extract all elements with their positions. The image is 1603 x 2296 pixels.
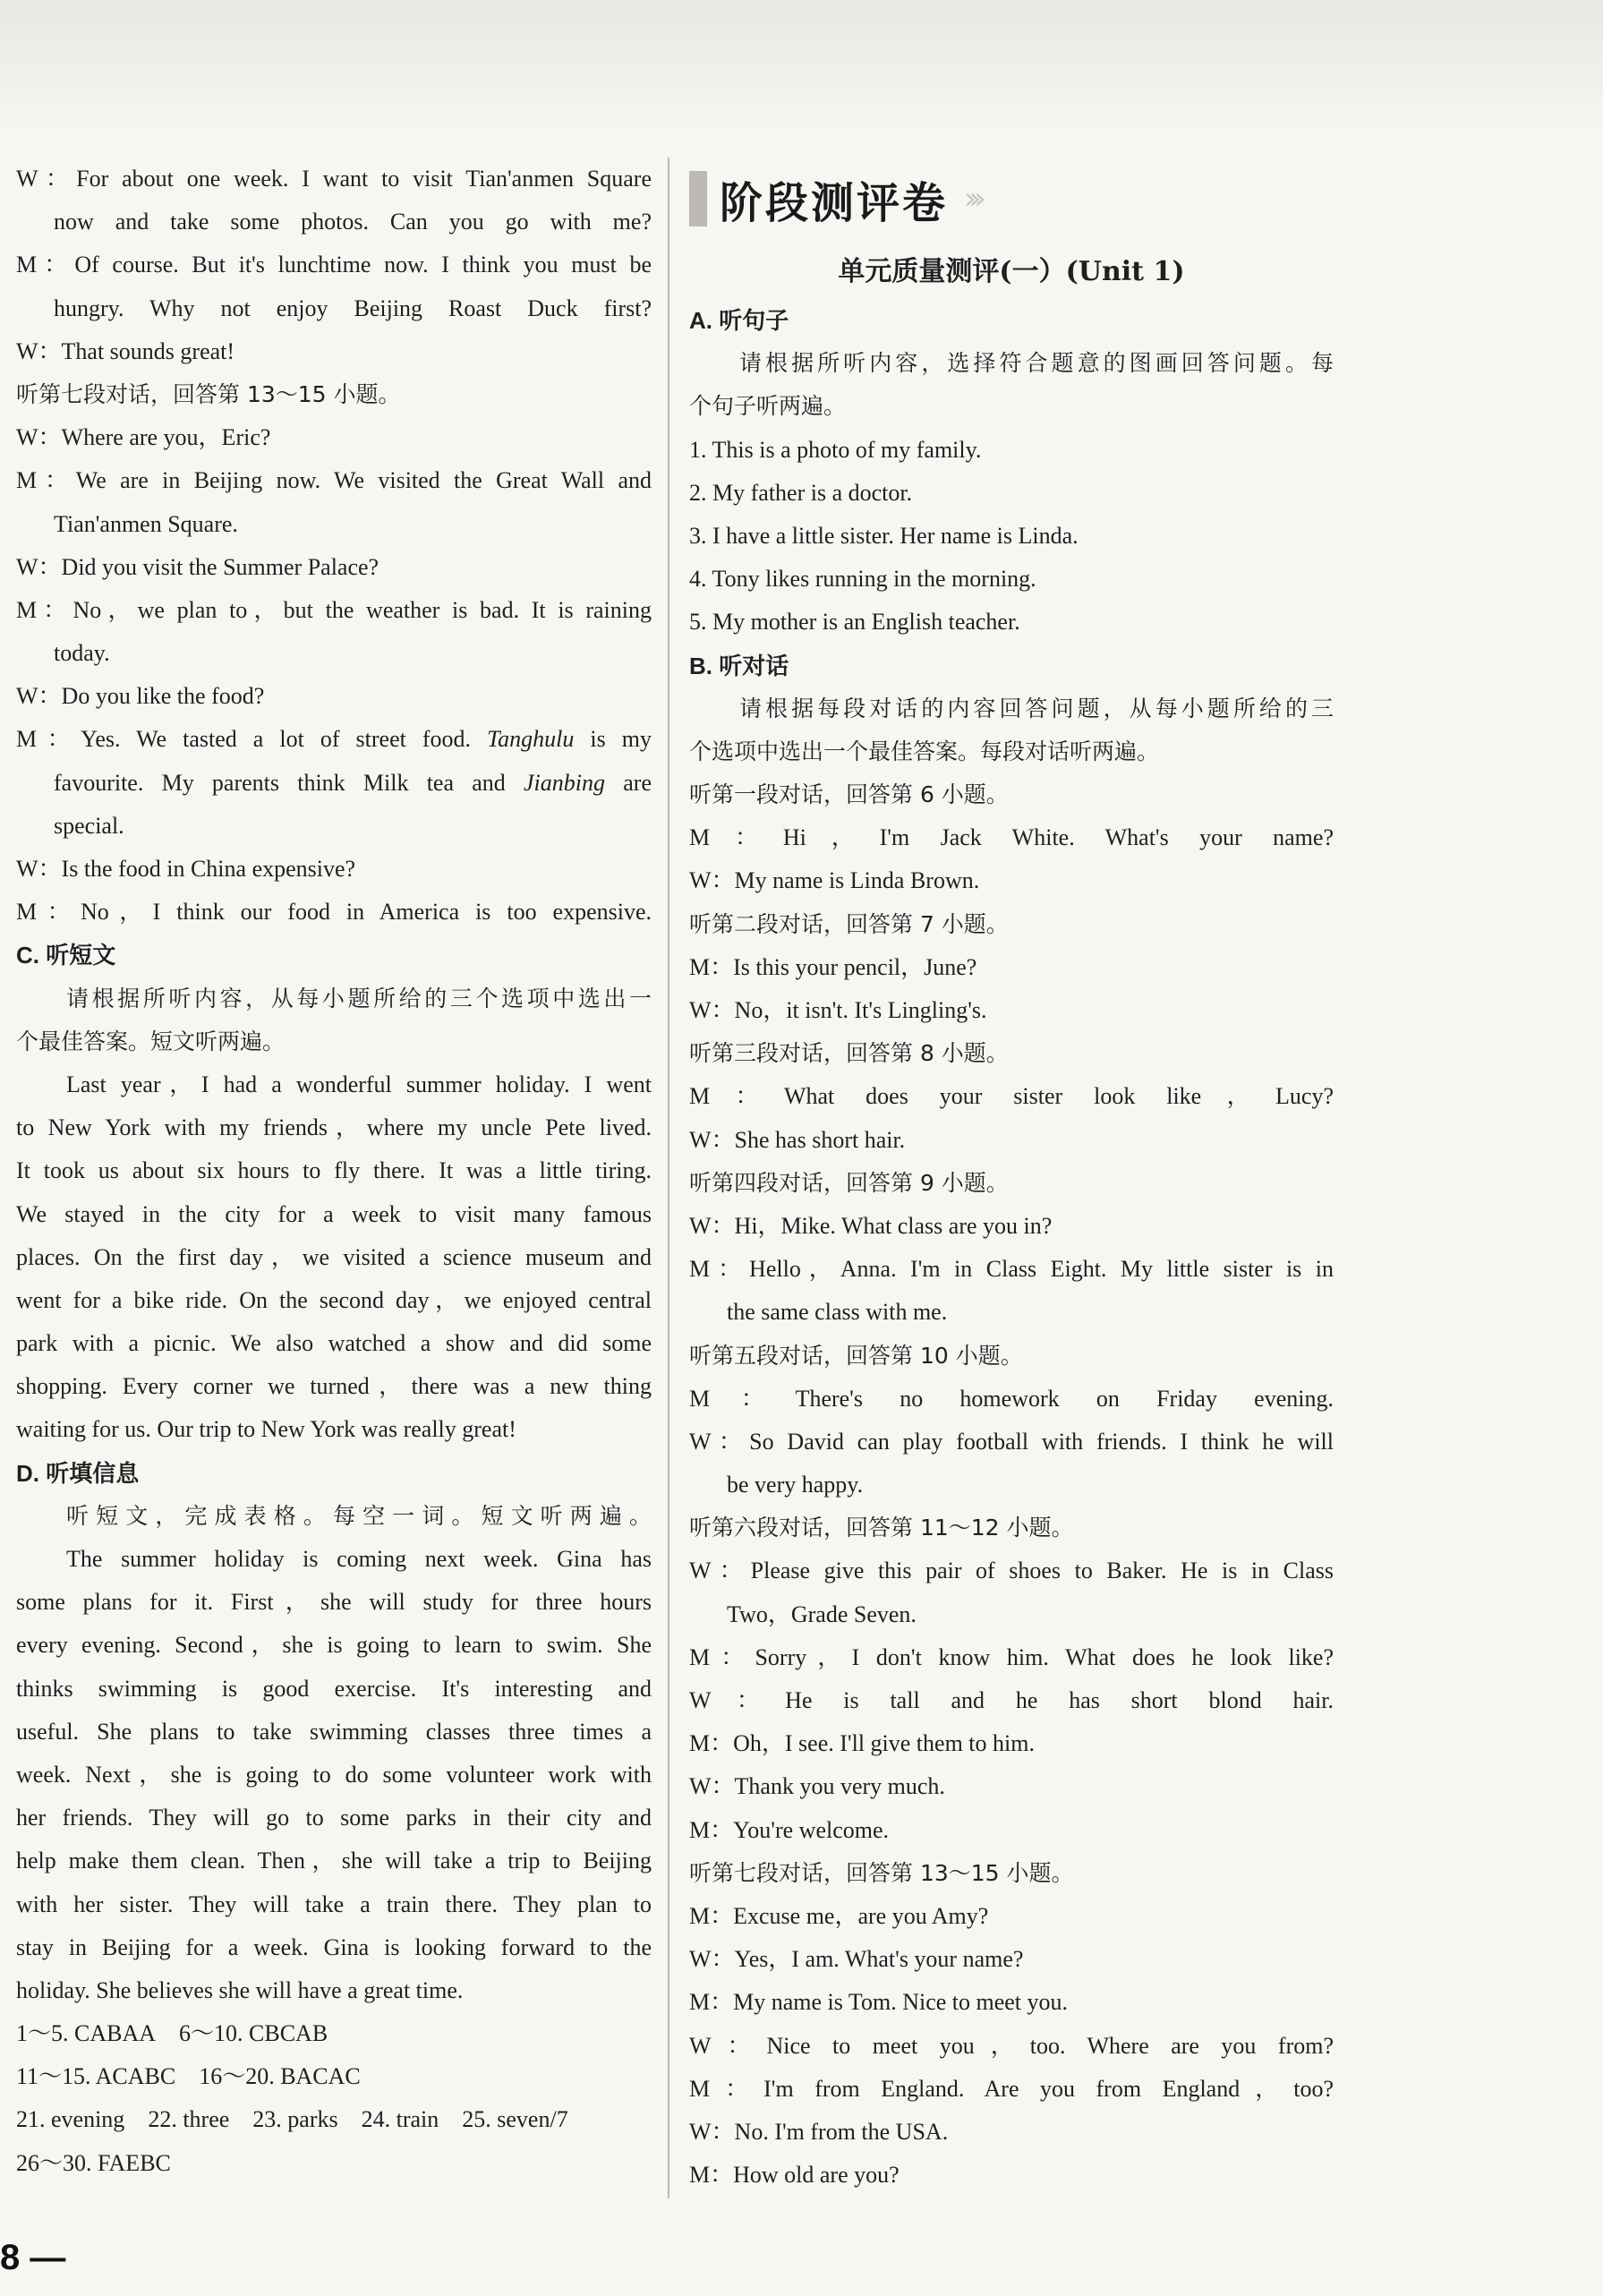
paragraph-line: some plans for it. First，she will study for three hours bbox=[16, 1589, 652, 1616]
scan-shadow bbox=[0, 0, 1603, 134]
dialogue-line: M：My name is Tom. Nice to meet you. bbox=[689, 1989, 1069, 2016]
dialogue-line: M：Hello，Anna. I'm in Class Eight. My little sister is in bbox=[689, 1256, 1334, 1283]
instruction-text: 听第七段对话，回答第 13～15 小题。 bbox=[16, 380, 401, 407]
column-divider bbox=[668, 158, 669, 2198]
instruction-text: 听第六段对话，回答第 11～12 小题。 bbox=[689, 1515, 1074, 1541]
dialogue-continuation: Tian'anmen Square. bbox=[54, 510, 238, 537]
instruction-text: 听第二段对话，回答第 7 小题。 bbox=[689, 910, 1009, 937]
paragraph-line: places. On the first day，we visited a science museum and bbox=[16, 1243, 652, 1270]
dialogue-line: M：Oh，I see. I'll give them to him. bbox=[689, 1730, 1035, 1757]
dialogue-line: W：She has short hair. bbox=[689, 1126, 906, 1153]
instruction-text: 听第四段对话，回答第 9 小题。 bbox=[689, 1169, 1009, 1196]
right-column bbox=[689, 158, 1334, 2197]
dialogue-line: W：Did you visit the Summer Palace? bbox=[16, 553, 379, 580]
pinyin-term: Jianbing bbox=[524, 769, 606, 796]
section-heading: A. 听句子 bbox=[689, 307, 789, 334]
answer-row bbox=[16, 2098, 652, 2141]
dialogue-line: W：Please give this pair of shoes to Baker. He is in Class bbox=[689, 1558, 1334, 1584]
dialogue-line: W：Thank you very much. bbox=[689, 1773, 945, 1800]
text-line: 5. My mother is an English teacher. bbox=[689, 609, 1020, 636]
instruction-text: 请根据所听内容，选择符合题意的图画回答问题。每 bbox=[739, 350, 1334, 377]
dialogue-line: W：That sounds great! bbox=[16, 337, 235, 364]
dialogue-line: W：Do you like the food? bbox=[16, 683, 265, 710]
dialogue-line: M：No，I think our food in America is too expensive. bbox=[16, 899, 652, 926]
dialogue-continuation: hungry. Why not enjoy Beijing Roast Duck first? bbox=[54, 294, 652, 321]
answer-item: 1～5. CABAA bbox=[16, 2020, 157, 2047]
dialogue-line: M：Yes. We tasted a lot of street food. Tanghulu is my bbox=[16, 726, 652, 753]
dialogue-line: M：You're welcome. bbox=[689, 1816, 890, 1843]
dialogue-continuation: special. bbox=[54, 812, 124, 839]
answer-item: 21. evening bbox=[16, 2106, 125, 2133]
paragraph-line: The summer holiday is coming next week. Gina has bbox=[66, 1546, 652, 1572]
dialogue-line: M：Of course. But it's lunchtime now. I think you must be bbox=[16, 252, 652, 278]
answer-item: 24. train bbox=[361, 2106, 439, 2133]
unit-title: 单元质量测评(一）(Unit 1) bbox=[838, 256, 1185, 287]
dialogue-continuation: the same class with me. bbox=[727, 1299, 948, 1326]
dialogue-line: M：What does your sister look like，Lucy? bbox=[689, 1083, 1334, 1110]
answer-row bbox=[16, 2055, 652, 2098]
dialogue-line: M：Hi，I'm Jack White. What's your name? bbox=[689, 824, 1334, 851]
dialogue-line: W：No. I'm from the USA. bbox=[689, 2118, 949, 2145]
text-line: 1. This is a photo of my family. bbox=[689, 436, 982, 463]
section-heading: D. 听填信息 bbox=[16, 1459, 140, 1487]
answer-item: 23. parks bbox=[252, 2106, 338, 2133]
paragraph-line: went for a bike ride. On the second day，we enjoyed central bbox=[16, 1286, 652, 1313]
instruction-text: 请根据所听内容，从每小题所给的三个选项中选出一 bbox=[66, 985, 652, 1011]
dialogue-line: W：Nice to meet you，too. Where are you from? bbox=[689, 2032, 1334, 2059]
paragraph-line: every evening. Second，she is going to learn to swim. She bbox=[16, 1632, 652, 1659]
paragraph-line: help make them clean. Then，she will take a trip to Beijing bbox=[16, 1848, 652, 1874]
paragraph-line: her friends. They will go to some parks in their city and bbox=[16, 1805, 652, 1831]
paragraph-line: useful. She plans to take swimming classes three times a bbox=[16, 1718, 652, 1745]
section-heading: C. 听短文 bbox=[16, 942, 116, 969]
instruction-text: 请根据每段对话的内容回答问题，从每小题所给的三 bbox=[739, 695, 1334, 721]
instruction-text: 听短文，完成表格。每空一词。短文听两遍。 bbox=[66, 1502, 652, 1529]
banner-bar bbox=[689, 171, 707, 226]
section-banner bbox=[689, 158, 1334, 240]
instruction-text: 个最佳答案。短文听两遍。 bbox=[16, 1028, 286, 1054]
paragraph-line: park with a picnic. We also watched a show and did some bbox=[16, 1330, 652, 1357]
dialogue-line: W：Where are you，Eric? bbox=[16, 424, 271, 451]
chevron-right-icon: ››› bbox=[964, 181, 979, 217]
dialogue-line: M：Excuse me，are you Amy? bbox=[689, 1902, 989, 1929]
instruction-text: 听第七段对话，回答第 13～15 小题。 bbox=[689, 1859, 1074, 1886]
paragraph-line: stay in Beijing for a week. Gina is looking forward to the bbox=[16, 1933, 652, 1960]
dialogue-line: W：Yes，I am. What's your name? bbox=[689, 1946, 1024, 1973]
right-lines bbox=[689, 299, 1334, 2197]
dialogue-line: M：How old are you? bbox=[689, 2162, 900, 2189]
answer-item: 25. seven/7 bbox=[462, 2106, 568, 2133]
instruction-text: 个句子听两遍。 bbox=[689, 393, 847, 420]
dialogue-continuation: favourite. My parents think Milk tea and Jianbing are bbox=[54, 769, 652, 796]
instruction-text: 个选项中选出一个最佳答案。每段对话听两遍。 bbox=[689, 738, 1160, 764]
dialogue-line: W：He is tall and he has short blond hair. bbox=[689, 1687, 1334, 1713]
text-line: 4. Tony likes running in the morning. bbox=[689, 566, 1036, 593]
text-line: 2. My father is a doctor. bbox=[689, 479, 913, 506]
paragraph-line: to New York with my friends，where my uncle Pete lived. bbox=[16, 1114, 652, 1141]
instruction-text: 听第五段对话，回答第 10 小题。 bbox=[689, 1342, 1023, 1369]
dialogue-line: W：My name is Linda Brown. bbox=[689, 867, 980, 894]
answer-item: 16～20. BACAC bbox=[199, 2063, 361, 2090]
page-number: 8 — bbox=[0, 2238, 66, 2277]
dialogue-continuation: today. bbox=[54, 640, 110, 667]
paragraph-line: We stayed in the city for a week to visit many famous bbox=[16, 1200, 652, 1227]
paragraph-line: thinks swimming is good exercise. It's interesting and bbox=[16, 1675, 652, 1702]
instruction-text: 听第一段对话，回答第 6 小题。 bbox=[689, 781, 1009, 808]
dialogue-line: M：We are in Beijing now. We visited the Great Wall and bbox=[16, 467, 652, 494]
answer-item: 26～30. FAEBC bbox=[16, 2149, 171, 2176]
answer-item: 11～15. ACABC bbox=[16, 2063, 176, 2090]
dialogue-line: M：Sorry，I don't know him. What does he look like? bbox=[689, 1643, 1334, 1670]
dialogue-line: W：No，it isn't. It's Lingling's. bbox=[689, 997, 987, 1023]
dialogue-line: M：Is this your pencil，June? bbox=[689, 953, 977, 980]
dialogue-continuation: be very happy. bbox=[727, 1472, 864, 1498]
dialogue-line: W：Hi，Mike. What class are you in? bbox=[689, 1212, 1053, 1239]
dialogue-continuation: now and take some photos. Can you go with me? bbox=[54, 209, 652, 235]
paragraph-line: with her sister. They will take a train there. They plan to bbox=[16, 1891, 652, 1917]
dialogue-continuation: Two，Grade Seven. bbox=[727, 1600, 917, 1627]
banner-title: 阶段测评卷 bbox=[720, 177, 949, 228]
instruction-text: 听第三段对话，回答第 8 小题。 bbox=[689, 1040, 1009, 1067]
paragraph-line: It took us about six hours to fly there. It was a little tiring. bbox=[16, 1157, 652, 1184]
text-line: holiday. She believes she will have a great time. bbox=[16, 1976, 464, 2003]
paragraph-line: Last year，I had a wonderful summer holiday. I went bbox=[66, 1071, 652, 1097]
dialogue-line: M：No，we plan to，but the weather is bad. It is raining bbox=[16, 596, 652, 623]
left-column bbox=[16, 158, 652, 2185]
answer-row bbox=[16, 2142, 652, 2185]
text-line: waiting for us. Our trip to New York was really great! bbox=[16, 1416, 516, 1443]
answer-item: 22. three bbox=[148, 2106, 230, 2133]
answer-item: 6～10. CBCAB bbox=[179, 2020, 328, 2047]
paragraph-line: week. Next，she is going to do some volunteer work with bbox=[16, 1761, 652, 1788]
dialogue-line: M：There's no homework on Friday evening. bbox=[689, 1385, 1334, 1412]
answer-row bbox=[16, 2012, 652, 2055]
text-line: 3. I have a little sister. Her name is Linda. bbox=[689, 522, 1079, 549]
paragraph-line: shopping. Every corner we turned，there was a new thing bbox=[16, 1373, 652, 1400]
section-heading: B. 听对话 bbox=[689, 652, 789, 679]
pinyin-term: Tanghulu bbox=[487, 726, 575, 753]
dialogue-line: W：Is the food in China expensive? bbox=[16, 856, 356, 882]
dialogue-line: M：I'm from England. Are you from England，too? bbox=[689, 2075, 1334, 2102]
dialogue-line: W：For about one week. I want to visit Tian'anmen Square bbox=[16, 166, 652, 192]
dialogue-line: W：So David can play football with friends. I think he will bbox=[689, 1428, 1334, 1455]
